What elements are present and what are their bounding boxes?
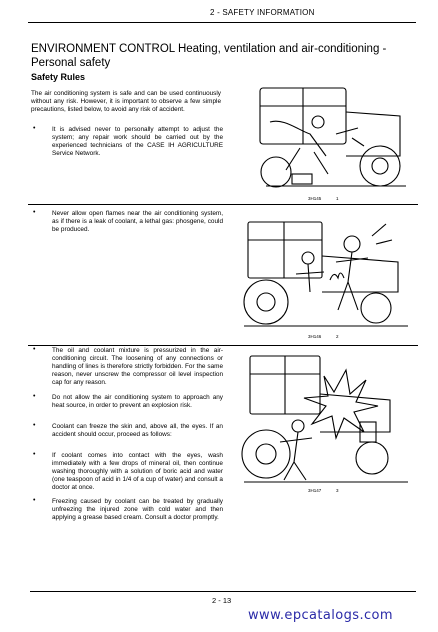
bullet-coolant-freeze: Coolant can freeze the skin and, above all, the eyes. If an accident should occur, proceed as follows: [52, 423, 223, 439]
figure-2 [240, 218, 412, 343]
figure-3 [240, 350, 412, 498]
figure-number: 1 [336, 196, 339, 201]
figure-number: 2 [336, 334, 339, 339]
open-flame-tractor-illustration [240, 218, 412, 330]
section-subtitle: Safety Rules [31, 72, 86, 82]
bullet-marker: • [33, 209, 36, 216]
page-title: ENVIRONMENT CONTROL Heating, ventilation and air-conditioning - Personal safety [31, 43, 387, 69]
figure-code: 3H147 [308, 488, 322, 493]
bullet-adjust-system: It is advised never to personally attempt to adjust the system; any repair work should be carried out by the experienced technicians of the CASE IH AGRICULTURE Service Network. [52, 126, 223, 158]
figure-code: 3H146 [308, 334, 322, 339]
explosion-tractor-illustration [240, 350, 412, 486]
bullet-pressurized-circuit: The oil and coolant mixture is pressurized in the air-conditioning circuit. The loosening of any connections or handling of lines is therefore strictly forbidden. For the same reason, never unscrew the compressor oil level inspection cap for any reason. [52, 347, 223, 387]
mechanic-tractor-illustration [240, 82, 412, 192]
section-divider [28, 345, 418, 346]
section-header: 2 - SAFETY INFORMATION [210, 8, 315, 17]
section-divider [28, 204, 418, 205]
footer-rule [30, 591, 416, 592]
figure-number: 3 [336, 488, 339, 493]
bullet-marker: • [33, 393, 36, 400]
watermark: www.epcatalogs.com [248, 608, 393, 623]
bullet-marker: • [33, 346, 36, 353]
bullet-marker: • [33, 422, 36, 429]
page-number: 2 - 13 [212, 596, 232, 605]
bullet-marker: • [33, 497, 36, 504]
bullet-marker: • [33, 125, 36, 132]
bullet-eye-contact: If coolant comes into contact with the eyes, wash immediately with a few drops of mineral oil, then continue washing thoroughly with a solution of boric acid and water (one teaspoon of acid in 1/4 of a cup of water) and consult a doctor at once. [52, 452, 223, 492]
bullet-open-flames: Never allow open flames near the air conditioning system, as if there is a leak of coolant, a lethal gas: phosgene, could be produced. [52, 210, 223, 234]
bullet-heat-source: Do not allow the air conditioning system to approach any heat source, in order to prevent an explosion risk. [52, 394, 223, 410]
bullet-marker: • [33, 451, 36, 458]
bullet-skin-freezing: Freezing caused by coolant can be treated by gradually unfreezing the injured zone with cold water and then applying a grease based cream. Consult a doctor promptly. [52, 498, 223, 522]
intro-paragraph: The air conditioning system is safe and can be used continuously without any risk. However, it is important to observe a few simple precautions, listed below, to avoid any risk of accident. [31, 90, 221, 114]
header-rule [28, 22, 416, 23]
figure-code: 3H145 [308, 196, 322, 201]
figure-1 [240, 82, 412, 204]
